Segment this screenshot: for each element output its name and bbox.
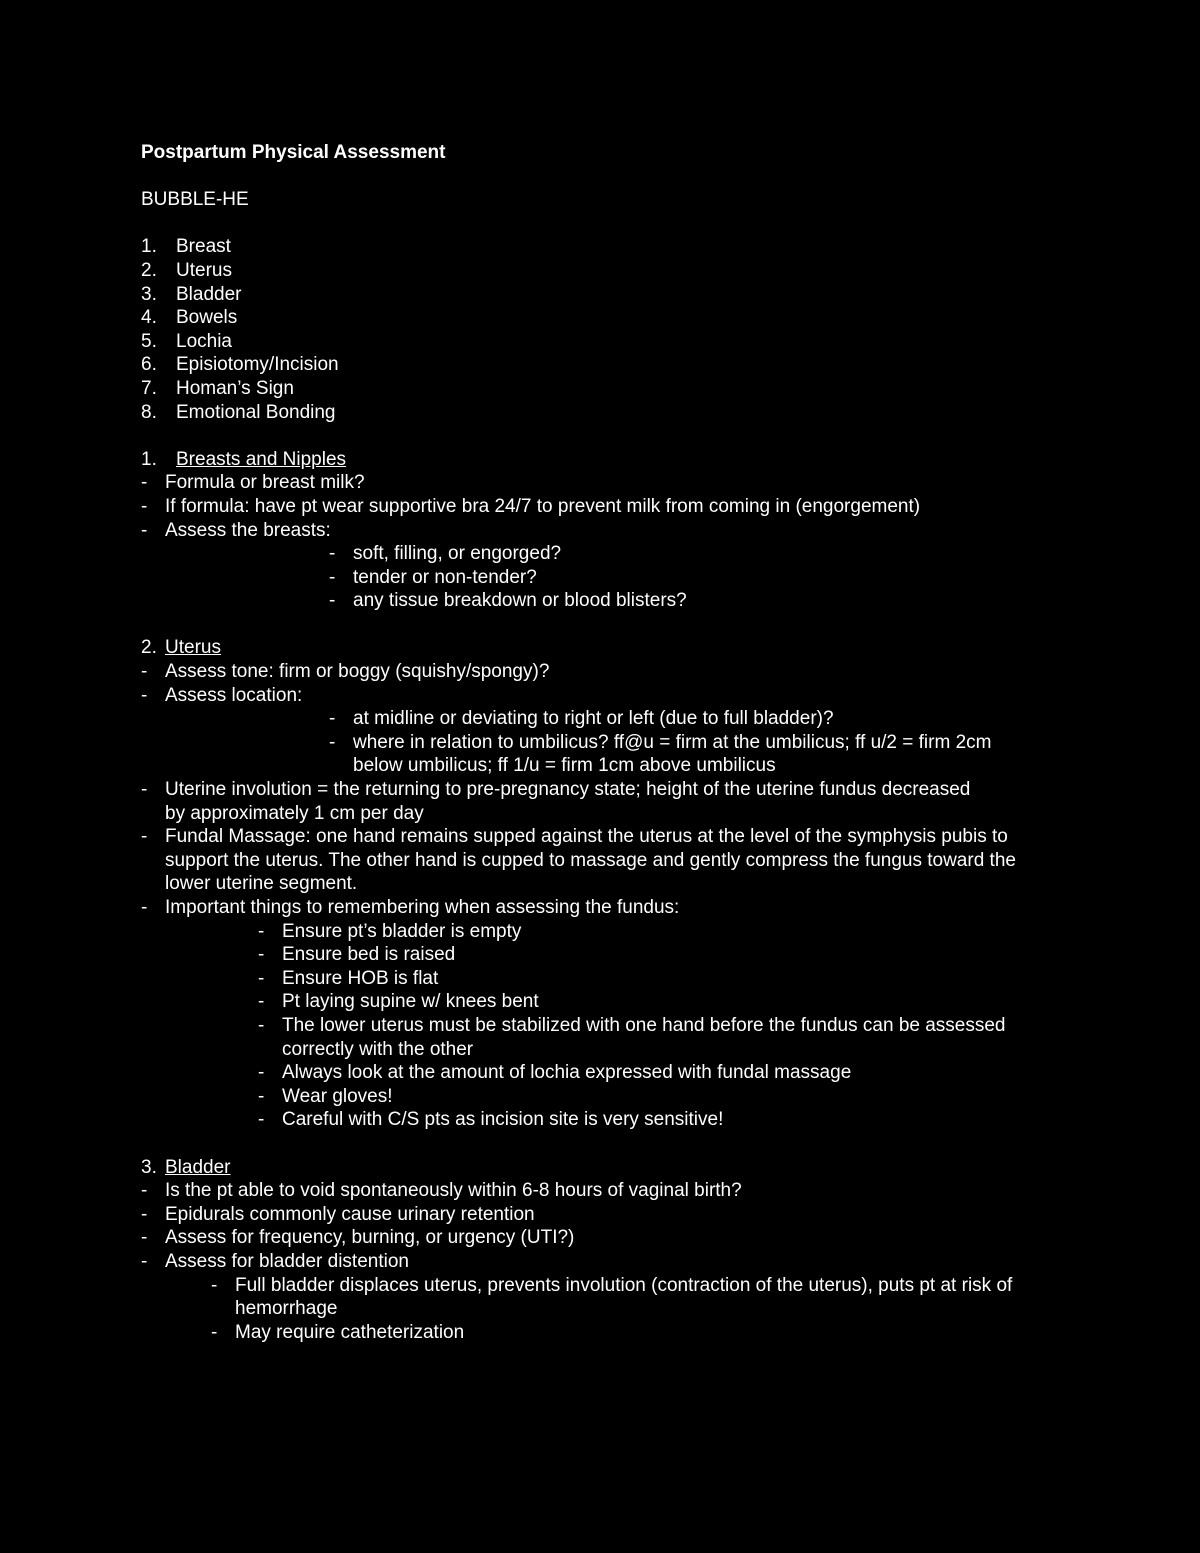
sub-bullet: - tender or non-tender? [329, 566, 537, 588]
sub-bullet: - at midline or deviating to right or left (due to full bladder)? [329, 708, 834, 730]
section-breasts [141, 448, 1061, 613]
section-bladder [141, 1156, 1061, 1345]
sub-bullet: - Ensure pt’s bladder is empty [258, 920, 522, 942]
list-item: 3. Bladder [141, 283, 242, 305]
section-heading: 1. Breasts and Nipples [141, 448, 347, 470]
section-heading: 3. Bladder [141, 1156, 231, 1178]
sub-bullet: - any tissue breakdown or blood blisters? [329, 590, 687, 612]
bullet: - Assess for bladder distention [141, 1250, 409, 1272]
bullet: - Is the pt able to void spontaneously within 6-8 hours of vaginal birth? [141, 1180, 742, 1202]
section-uterus [141, 636, 1061, 1131]
bullet: - Fundal Massage: one hand remains supped against the uterus at the level of the symphysis pubis to support the uterus. The other hand is cupped to massage and gently compress the fungus toward the lower uterine segment. [141, 826, 1016, 895]
list-item: 4. Bowels [141, 307, 238, 329]
sub-bullet: - Wear gloves! [258, 1085, 393, 1107]
sub-bullet: - Ensure bed is raised [258, 944, 456, 966]
bullet: - Assess the breasts: [141, 519, 331, 541]
bullet: - Important things to remembering when assessing the fundus: [141, 897, 680, 918]
mnemonic: BUBBLE-HE [141, 189, 249, 211]
sub-bullet: - Pt laying supine w/ knees bent [258, 991, 539, 1013]
bullet: - Assess location: [141, 684, 303, 706]
sub-bullet: - soft, filling, or engorged? [329, 543, 562, 565]
sub-bullet: - Always look at the amount of lochia expressed with fundal massage [258, 1062, 852, 1084]
bullet: - Uterine involution = the returning to pre-pregnancy state; height of the uterine fundus decreased by approximately 1 cm per day [141, 779, 971, 824]
list-item: 5. Lochia [141, 330, 232, 352]
mnemonic-list [141, 235, 1061, 424]
sub-bullet: - Ensure HOB is flat [258, 967, 439, 989]
sub-bullet: - Full bladder displaces uterus, prevents involution (contraction of the uterus), puts pt at risk of hemorrhage [211, 1274, 1013, 1320]
sub-bullet: - Careful with C/S pts as incision site is very sensitive! [258, 1109, 724, 1131]
list-item: 6. Episiotomy/Incision [141, 354, 339, 376]
bullet: - Assess tone: firm or boggy (squishy/spongy)? [141, 661, 550, 683]
sub-bullet: - The lower uterus must be stabilized with one hand before the fundus can be assessed correctly with the other [258, 1014, 1006, 1060]
bullet: - Formula or breast milk? [141, 472, 365, 494]
bullet: - Epidurals commonly cause urinary retention [141, 1203, 535, 1225]
section-heading: 2. Uterus [141, 637, 221, 659]
document-title: Postpartum Physical Assessment [141, 142, 446, 163]
bullet: - Assess for frequency, burning, or urgency (UTI?) [141, 1227, 575, 1249]
list-item: 8. Emotional Bonding [141, 401, 336, 423]
document-page [141, 141, 1061, 1344]
sub-bullet: - where in relation to umbilicus? ff@u = firm at the umbilicus; ff u/2 = firm 2cm below umbilicus; ff 1/u = firm 1cm above umbilicus [329, 731, 992, 777]
list-item: 2. Uterus [141, 259, 232, 281]
sub-bullet: - May require catheterization [211, 1321, 465, 1343]
list-item: 7. Homan’s Sign [141, 377, 294, 399]
list-item: 1. Breast [141, 236, 231, 258]
bullet: - If formula: have pt wear supportive bra 24/7 to prevent milk from coming in (engorgement) [141, 495, 921, 517]
